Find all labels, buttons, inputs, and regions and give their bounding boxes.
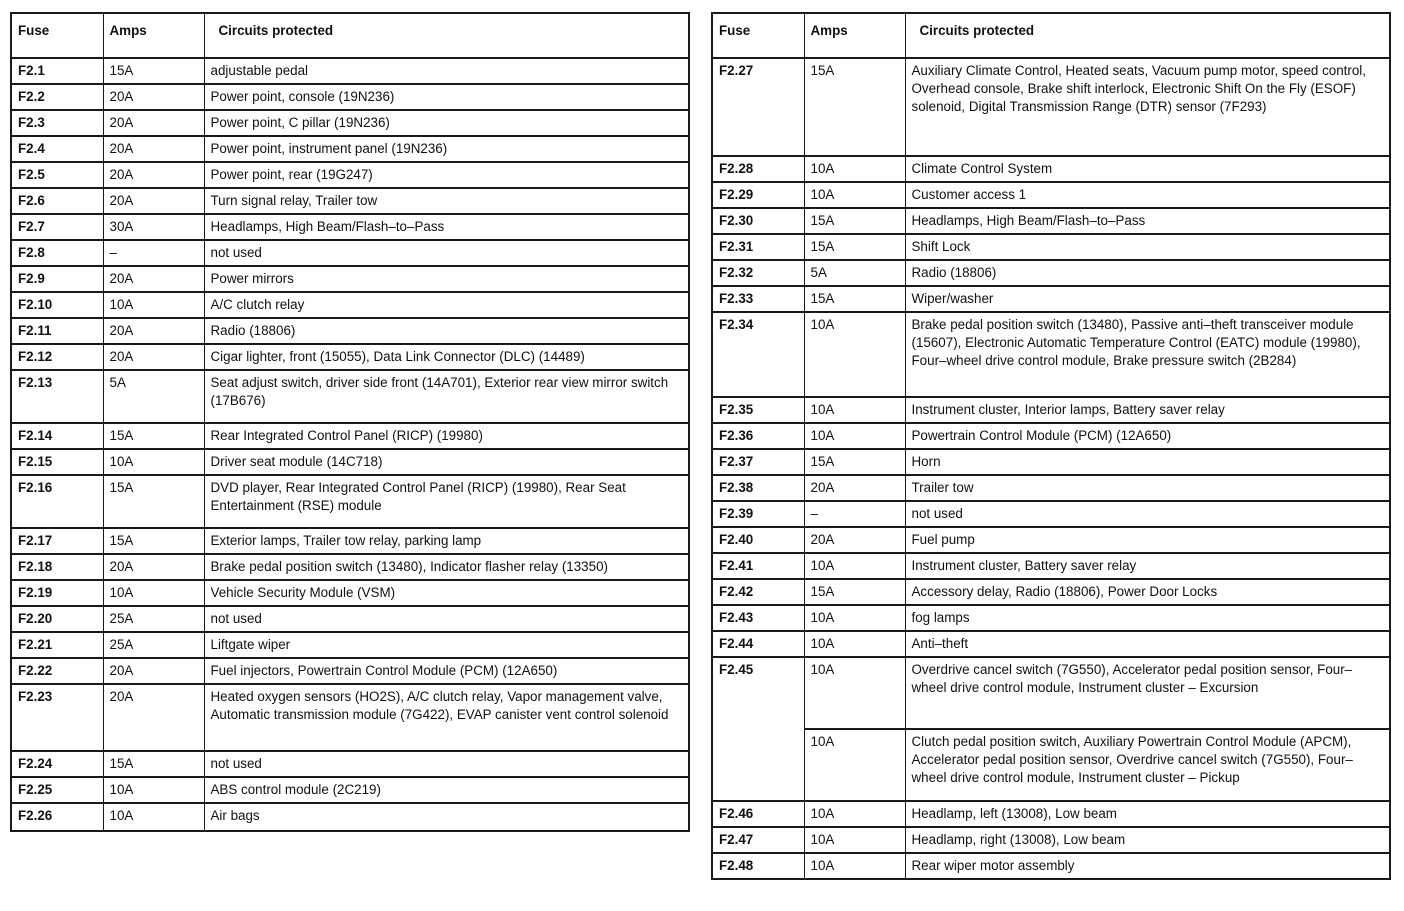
circuits-cell: Headlamps, High Beam/Flash–to–Pass [905, 208, 1390, 234]
amps-cell: 15A [804, 234, 905, 260]
amps-cell: 20A [804, 475, 905, 501]
fuse-cell: F2.48 [712, 853, 804, 879]
fuse-cell: F2.37 [712, 449, 804, 475]
amps-cell: 20A [103, 344, 204, 370]
circuits-cell: Radio (18806) [905, 260, 1390, 286]
fuse-cell: F2.20 [11, 606, 103, 632]
fuse-cell: F2.26 [11, 803, 103, 831]
circuits-cell: Climate Control System [905, 156, 1390, 182]
table-row [712, 527, 1390, 553]
table-row [712, 208, 1390, 234]
table-row [712, 423, 1390, 449]
amps-cell: 20A [103, 318, 204, 344]
circuits-cell: adjustable pedal [204, 58, 689, 84]
fuse-cell: F2.1 [11, 58, 103, 84]
circuits-cell: Cigar lighter, front (15055), Data Link Connector (DLC) (14489) [204, 344, 689, 370]
fuse-table-right [711, 12, 1391, 880]
fuse-cell: F2.17 [11, 528, 103, 554]
amps-cell: 15A [804, 579, 905, 605]
amps-cell: 10A [804, 312, 905, 397]
amps-cell: 15A [103, 528, 204, 554]
table-row [11, 684, 689, 751]
fuse-cell: F2.11 [11, 318, 103, 344]
fuse-cell: F2.30 [712, 208, 804, 234]
table-row [712, 234, 1390, 260]
circuits-cell: Trailer tow [905, 475, 1390, 501]
circuits-cell: not used [204, 751, 689, 777]
table-row [712, 156, 1390, 182]
fuse-cell [712, 729, 804, 801]
circuits-cell: Brake pedal position switch (13480), Passive anti–theft transceiver module (15607), Electronic Automatic Temperature Control (EATC) module (19980), Four–wheel drive control module, Brake pressure switch (2B284) [905, 312, 1390, 397]
amps-cell: 20A [103, 162, 204, 188]
fuse-cell: F2.33 [712, 286, 804, 312]
amps-cell: 10A [804, 182, 905, 208]
amps-cell: 10A [103, 777, 204, 803]
table-row [712, 58, 1390, 156]
fuse-cell: F2.43 [712, 605, 804, 631]
amps-cell: 10A [804, 827, 905, 853]
amps-cell: 10A [804, 397, 905, 423]
amps-cell: 15A [103, 475, 204, 528]
circuits-cell: Exterior lamps, Trailer tow relay, parking lamp [204, 528, 689, 554]
circuits-cell: Power point, rear (19G247) [204, 162, 689, 188]
amps-cell: 25A [103, 632, 204, 658]
fuse-cell: F2.14 [11, 423, 103, 449]
fuse-cell: F2.13 [11, 370, 103, 423]
amps-cell: 20A [103, 658, 204, 684]
circuits-cell: not used [905, 501, 1390, 527]
fuse-cell: F2.42 [712, 579, 804, 605]
circuits-cell: A/C clutch relay [204, 292, 689, 318]
amps-cell: 15A [103, 423, 204, 449]
table-row [11, 606, 689, 632]
circuits-cell: Brake pedal position switch (13480), Indicator flasher relay (13350) [204, 554, 689, 580]
circuits-cell: Headlamp, right (13008), Low beam [905, 827, 1390, 853]
table-row [11, 449, 689, 475]
fuse-cell: F2.35 [712, 397, 804, 423]
fuse-cell: F2.36 [712, 423, 804, 449]
amps-cell: 10A [103, 449, 204, 475]
table-row [11, 136, 689, 162]
fuse-cell: F2.18 [11, 554, 103, 580]
table-row [11, 632, 689, 658]
table-row [11, 188, 689, 214]
fuse-cell: F2.22 [11, 658, 103, 684]
header-circuits: Circuits protected [905, 13, 1390, 58]
circuits-cell: Liftgate wiper [204, 632, 689, 658]
fuse-cell: F2.21 [11, 632, 103, 658]
circuits-cell: Fuel pump [905, 527, 1390, 553]
fuse-cell: F2.2 [11, 84, 103, 110]
amps-cell: 10A [804, 423, 905, 449]
table-row [712, 312, 1390, 397]
amps-cell: 10A [103, 803, 204, 831]
header-fuse: Fuse [712, 13, 804, 58]
circuits-cell: Horn [905, 449, 1390, 475]
table-row [11, 423, 689, 449]
circuits-cell: fog lamps [905, 605, 1390, 631]
circuits-cell: Shift Lock [905, 234, 1390, 260]
circuits-cell: Heated oxygen sensors (HO2S), A/C clutch relay, Vapor management valve, Automatic transmission module (7G422), EVAP canister vent control solenoid [204, 684, 689, 751]
fuse-cell: F2.27 [712, 58, 804, 156]
fuse-cell: F2.19 [11, 580, 103, 606]
table-row [11, 580, 689, 606]
amps-cell: 15A [804, 58, 905, 156]
circuits-cell: Driver seat module (14C718) [204, 449, 689, 475]
fuse-cell: F2.5 [11, 162, 103, 188]
fuse-cell: F2.15 [11, 449, 103, 475]
header-circuits: Circuits protected [204, 13, 689, 58]
table-row [11, 214, 689, 240]
amps-cell: 10A [804, 553, 905, 579]
circuits-cell: Power mirrors [204, 266, 689, 292]
table-row [11, 292, 689, 318]
fuse-cell: F2.12 [11, 344, 103, 370]
amps-cell: 20A [103, 554, 204, 580]
circuits-cell: Wiper/washer [905, 286, 1390, 312]
amps-cell: 10A [804, 631, 905, 657]
amps-cell: 5A [103, 370, 204, 423]
amps-cell: 25A [103, 606, 204, 632]
fuse-cell: F2.25 [11, 777, 103, 803]
amps-cell: 15A [804, 208, 905, 234]
table-row [11, 344, 689, 370]
circuits-cell: Headlamp, left (13008), Low beam [905, 801, 1390, 827]
circuits-cell: DVD player, Rear Integrated Control Panel (RICP) (19980), Rear Seat Entertainment (RSE) module [204, 475, 689, 528]
table-row [712, 729, 1390, 801]
fuse-cell: F2.31 [712, 234, 804, 260]
fuse-cell: F2.28 [712, 156, 804, 182]
amps-cell: 5A [804, 260, 905, 286]
table-row [11, 751, 689, 777]
table-row [11, 240, 689, 266]
table-row [11, 58, 689, 84]
table-row [11, 84, 689, 110]
table-row [712, 475, 1390, 501]
table-row [712, 605, 1390, 631]
fuse-cell: F2.9 [11, 266, 103, 292]
header-amps: Amps [103, 13, 204, 58]
fuse-cell: F2.8 [11, 240, 103, 266]
table-row [712, 853, 1390, 879]
amps-cell: 20A [103, 188, 204, 214]
fuse-cell: F2.41 [712, 553, 804, 579]
fuse-cell: F2.39 [712, 501, 804, 527]
amps-cell: 20A [103, 684, 204, 751]
fuse-cell: F2.40 [712, 527, 804, 553]
fuse-cell: F2.47 [712, 827, 804, 853]
table-row [712, 579, 1390, 605]
circuits-cell: Customer access 1 [905, 182, 1390, 208]
circuits-cell: Powertrain Control Module (PCM) (12A650) [905, 423, 1390, 449]
table-header-row [11, 13, 689, 58]
fuse-cell: F2.4 [11, 136, 103, 162]
circuits-cell: Power point, C pillar (19N236) [204, 110, 689, 136]
fuse-cell: F2.3 [11, 110, 103, 136]
circuits-cell: Air bags [204, 803, 689, 831]
amps-cell: – [103, 240, 204, 266]
fuse-cell: F2.23 [11, 684, 103, 751]
header-amps: Amps [804, 13, 905, 58]
table-row [11, 162, 689, 188]
amps-cell: 10A [804, 156, 905, 182]
amps-cell: – [804, 501, 905, 527]
amps-cell: 20A [103, 84, 204, 110]
circuits-cell: Power point, console (19N236) [204, 84, 689, 110]
table-row [712, 631, 1390, 657]
table-row [712, 397, 1390, 423]
circuits-cell: Instrument cluster, Battery saver relay [905, 553, 1390, 579]
table-row [11, 266, 689, 292]
circuits-cell: Accessory delay, Radio (18806), Power Door Locks [905, 579, 1390, 605]
circuits-cell: Turn signal relay, Trailer tow [204, 188, 689, 214]
circuits-cell: ABS control module (2C219) [204, 777, 689, 803]
circuits-cell: Auxiliary Climate Control, Heated seats, Vacuum pump motor, speed control, Overhead console, Brake shift interlock, Electronic Shift On the Fly (ESOF) solenoid, Digital Transmission Range (DTR) sensor (7F293) [905, 58, 1390, 156]
circuits-cell: Seat adjust switch, driver side front (14A701), Exterior rear view mirror switch (17B676) [204, 370, 689, 423]
circuits-cell: not used [204, 240, 689, 266]
fuse-cell: F2.16 [11, 475, 103, 528]
circuits-cell: Rear wiper motor assembly [905, 853, 1390, 879]
table-header-row [712, 13, 1390, 58]
amps-cell: 15A [103, 58, 204, 84]
amps-cell: 20A [804, 527, 905, 553]
table-row [712, 449, 1390, 475]
table-row [11, 475, 689, 528]
amps-cell: 10A [804, 657, 905, 729]
circuits-cell: Fuel injectors, Powertrain Control Module (PCM) (12A650) [204, 658, 689, 684]
fuse-cell: F2.44 [712, 631, 804, 657]
circuits-cell: Headlamps, High Beam/Flash–to–Pass [204, 214, 689, 240]
table-row [11, 554, 689, 580]
table-row [11, 370, 689, 423]
circuits-cell: Anti–theft [905, 631, 1390, 657]
table-row [11, 803, 689, 831]
fuse-cell: F2.45 [712, 657, 804, 729]
amps-cell: 10A [804, 801, 905, 827]
amps-cell: 10A [804, 605, 905, 631]
fuse-table-left [10, 12, 690, 832]
circuits-cell: Radio (18806) [204, 318, 689, 344]
circuits-cell: Instrument cluster, Interior lamps, Battery saver relay [905, 397, 1390, 423]
amps-cell: 20A [103, 110, 204, 136]
table-row [712, 286, 1390, 312]
amps-cell: 15A [804, 449, 905, 475]
amps-cell: 15A [804, 286, 905, 312]
table-row [11, 110, 689, 136]
fuse-cell: F2.7 [11, 214, 103, 240]
fuse-cell: F2.10 [11, 292, 103, 318]
table-row [11, 318, 689, 344]
fuse-cell: F2.24 [11, 751, 103, 777]
table-row [712, 657, 1390, 729]
table-row [712, 827, 1390, 853]
fuse-cell: F2.46 [712, 801, 804, 827]
table-row [712, 801, 1390, 827]
fuse-cell: F2.32 [712, 260, 804, 286]
table-row [712, 260, 1390, 286]
circuits-cell: not used [204, 606, 689, 632]
table-row [11, 777, 689, 803]
table-row [712, 553, 1390, 579]
circuits-cell: Power point, instrument panel (19N236) [204, 136, 689, 162]
amps-cell: 10A [103, 580, 204, 606]
amps-cell: 30A [103, 214, 204, 240]
table-row [712, 182, 1390, 208]
circuits-cell: Rear Integrated Control Panel (RICP) (19980) [204, 423, 689, 449]
amps-cell: 20A [103, 136, 204, 162]
fuse-cell: F2.6 [11, 188, 103, 214]
circuits-cell: Overdrive cancel switch (7G550), Accelerator pedal position sensor, Four–wheel drive control module, Instrument cluster – Excursion [905, 657, 1390, 729]
fuse-cell: F2.34 [712, 312, 804, 397]
table-row [712, 501, 1390, 527]
circuits-cell: Vehicle Security Module (VSM) [204, 580, 689, 606]
table-row [11, 658, 689, 684]
amps-cell: 20A [103, 266, 204, 292]
fuse-cell: F2.38 [712, 475, 804, 501]
fuse-cell: F2.29 [712, 182, 804, 208]
circuits-cell: Clutch pedal position switch, Auxiliary Powertrain Control Module (APCM), Accelerator pedal position sensor, Overdrive cancel switch (7G550), Four–wheel drive control module, Instrument cluster – Pickup [905, 729, 1390, 801]
amps-cell: 15A [103, 751, 204, 777]
table-row [11, 528, 689, 554]
amps-cell: 10A [804, 729, 905, 801]
amps-cell: 10A [103, 292, 204, 318]
header-fuse: Fuse [11, 13, 103, 58]
amps-cell: 10A [804, 853, 905, 879]
